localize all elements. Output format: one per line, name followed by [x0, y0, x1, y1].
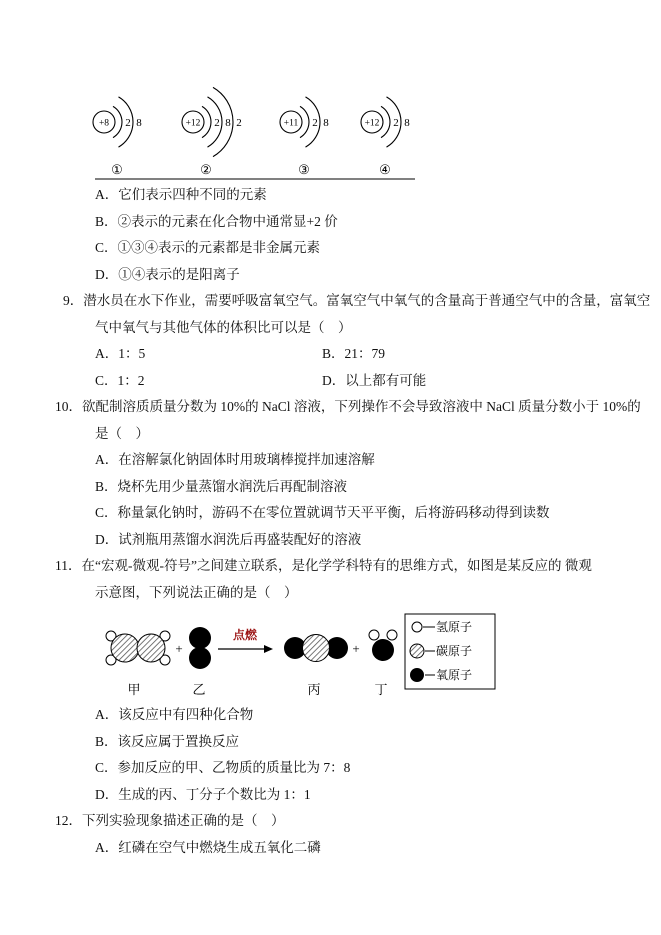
- hydrogen-atom: [387, 630, 397, 640]
- atomic-structure-figure: [90, 78, 661, 182]
- q8-option-c: C．①③④表示的元素都是非金属元素: [95, 240, 321, 255]
- q9-option-d: D．以上都有可能: [322, 372, 427, 388]
- carbon-atom-icon: [410, 644, 424, 658]
- atom-diagram: [361, 97, 410, 147]
- shell-electron-count: 8: [225, 117, 231, 129]
- q9-stem-line1: 9．潜水员在水下作业，需要呼吸富氧空气。富氧空气中氧气的含量高于普通空气中的含量，富氧空: [63, 293, 651, 308]
- legend-carbon-label: 碳原子: [436, 644, 473, 658]
- carbon-atom: [111, 634, 139, 662]
- hydrogen-atom: [369, 630, 379, 640]
- atom-number-label: ④: [379, 162, 391, 177]
- oxygen-atom: [189, 647, 211, 669]
- reaction-arrow: [218, 645, 273, 653]
- atom-diagram: [182, 87, 242, 156]
- carbon-atom: [303, 635, 330, 662]
- electron-shell-arc: [381, 106, 390, 137]
- plus-sign: +: [352, 641, 360, 656]
- q11-stem-line1: 11．在“宏观-微观-符号”之间建立联系，是化学学科特有的思维方式，如图是某反应的 微观: [55, 558, 592, 573]
- q10-stem-line2: 是（ ）: [95, 425, 149, 441]
- label-yi: 乙: [192, 682, 206, 697]
- nucleus-charge: +11: [283, 118, 299, 129]
- nucleus-charge: +12: [185, 118, 201, 129]
- oxygen-atom: [372, 639, 394, 661]
- oxygen-atom-icon: [410, 668, 424, 682]
- oxygen-atom: [189, 627, 211, 649]
- nucleus-charge: +8: [98, 118, 110, 129]
- q10-stem-line1: 10．欲配制溶质质量分数为 10%的 NaCl 溶液，下列操作不会导致溶液中 NaCl 质量分数小于 10%的: [55, 399, 641, 414]
- shell-electron-count: 2: [125, 117, 131, 129]
- q9-option-b: B．21：79: [322, 346, 386, 361]
- q9-stem-line2: 气中氧气与其他气体的体积比可以是（ ）: [95, 319, 352, 335]
- electron-shell-arc: [300, 106, 309, 137]
- molecule-bing: [284, 635, 348, 662]
- plus-sign: +: [175, 641, 183, 656]
- q8-option-b: B．②表示的元素在化合物中通常显+2 价: [95, 213, 338, 229]
- q8-option-d: D．①④表示的是阳离子: [95, 266, 240, 282]
- label-ding: 丁: [374, 682, 388, 697]
- q9-option-c: C．1：2: [95, 372, 145, 388]
- reaction-micro-diagram-figure: [95, 610, 661, 700]
- q11-option-c: C．参加反应的甲、乙物质的质量比为 7：8: [95, 760, 351, 775]
- legend-hydrogen-label: 氢原子: [436, 620, 473, 634]
- atom-number-label: ②: [200, 162, 212, 177]
- reaction-micro-diagram-svg: [95, 610, 500, 700]
- atom-diagram: [93, 97, 142, 147]
- atom-number-label: ①: [111, 162, 123, 177]
- q10-option-c: C．称量氯化钠时，游码不在零位置就调节天平平衡，后将游码移动得到读数: [95, 505, 550, 520]
- q11-stem-line2: 示意图，下列说法正确的是（ ）: [95, 584, 298, 600]
- q12-stem: 12．下列实验现象描述正确的是（ ）: [55, 813, 285, 828]
- label-bing: 丙: [307, 682, 321, 697]
- q9-options-row1: [0, 341, 661, 368]
- carbon-atom: [137, 634, 165, 662]
- q10-option-b: B．烧杯先用少量蒸馏水润洗后再配制溶液: [95, 478, 348, 494]
- legend-oxygen-label: 氧原子: [436, 668, 473, 682]
- q11-option-d: D．生成的丙、丁分子个数比为 1：1: [95, 786, 311, 802]
- shell-electron-count: 2: [312, 117, 318, 129]
- shell-electron-count: 8: [136, 117, 142, 129]
- q11-option-b: B．该反应属于置换反应: [95, 733, 240, 749]
- shell-electron-count: 8: [404, 117, 410, 129]
- q10-option-a: A．在溶解氯化钠固体时用玻璃棒搅拌加速溶解: [95, 452, 375, 467]
- molecule-yi: [189, 627, 211, 669]
- shell-electron-count: 2: [393, 117, 399, 129]
- q12-option-a: A．红磷在空气中燃烧生成五氧化二磷: [95, 839, 321, 855]
- ignite-condition-label: 点燃: [232, 628, 258, 642]
- atomic-structure-svg: [90, 78, 430, 182]
- shell-electron-count: 2: [236, 117, 242, 129]
- label-jia: 甲: [127, 682, 141, 697]
- q10-option-d: D．试剂瓶用蒸馏水润洗后再盛装配好的溶液: [95, 531, 362, 547]
- molecule-ding: [369, 630, 397, 661]
- q8-option-a: A．它们表示四种不同的元素: [95, 187, 267, 202]
- q11-option-a: A．该反应中有四种化合物: [95, 707, 254, 722]
- electron-shell-arc: [202, 106, 211, 137]
- shell-electron-count: 2: [214, 117, 220, 129]
- legend-box: [405, 614, 495, 689]
- hydrogen-atom-icon: [412, 622, 422, 632]
- molecule-jia: [106, 631, 170, 665]
- q9-option-a: A．1：5: [95, 346, 146, 361]
- electron-shell-arc: [113, 106, 122, 137]
- atom-diagram: [280, 97, 329, 147]
- shell-electron-count: 8: [323, 117, 329, 129]
- atom-number-label: ③: [298, 162, 310, 177]
- nucleus-charge: +12: [364, 118, 380, 129]
- q9-options-row2: [0, 368, 661, 395]
